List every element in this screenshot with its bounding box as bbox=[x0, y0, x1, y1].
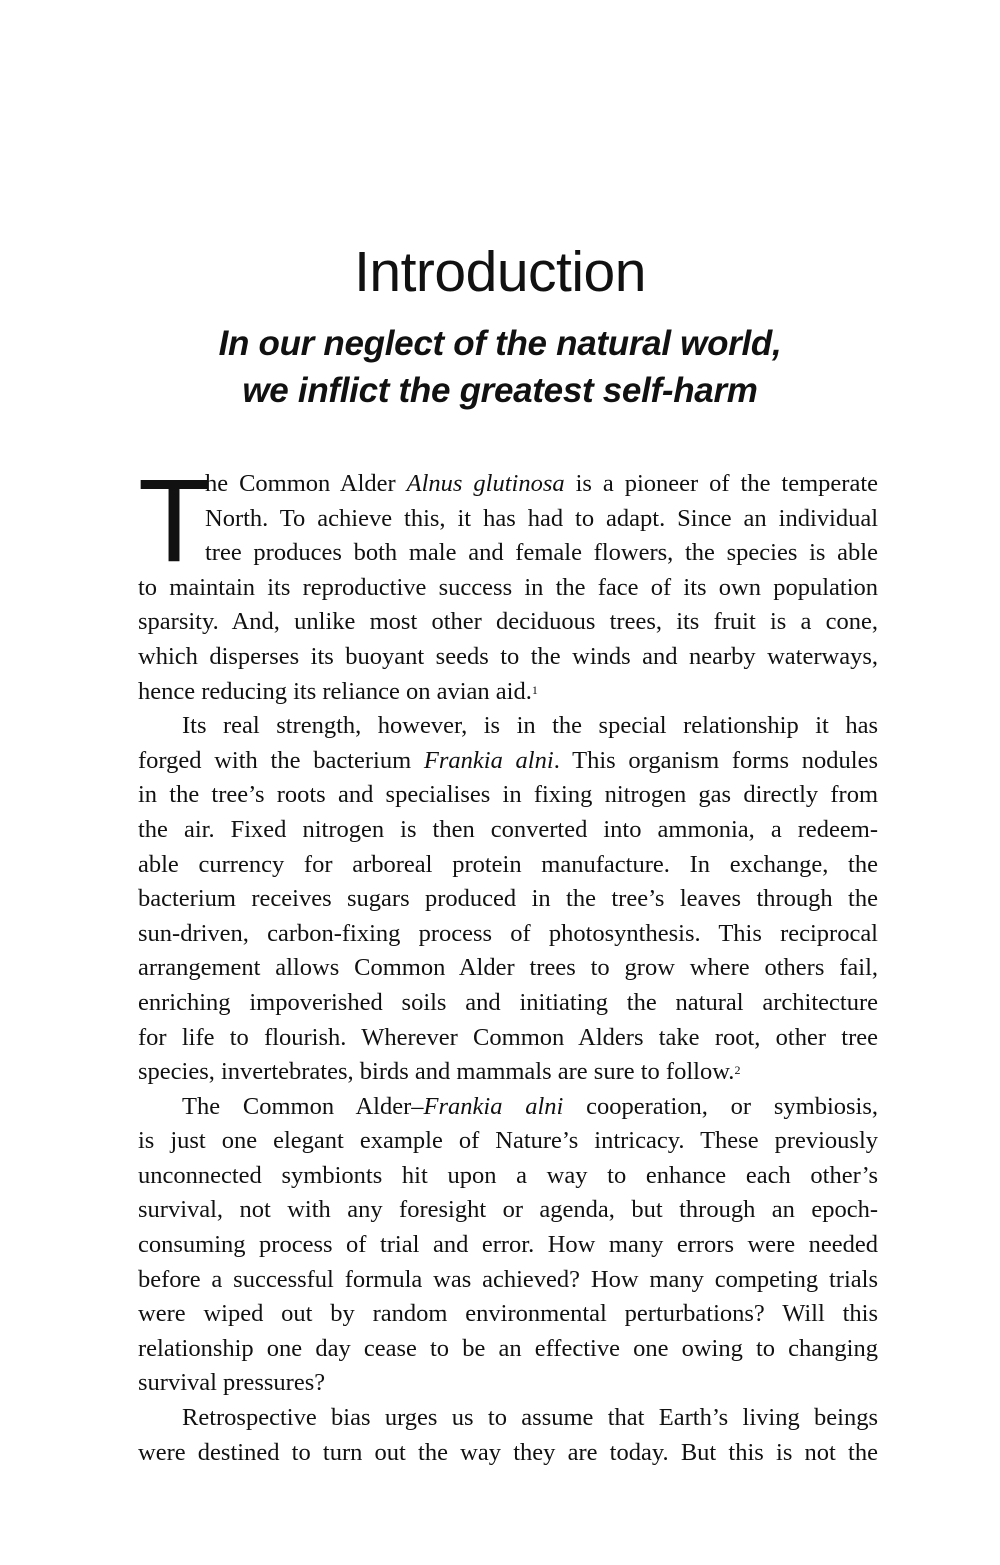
drop-cap: T bbox=[138, 455, 211, 587]
text-line: unconnected symbionts hit upon a way to enhance each other’s bbox=[138, 1161, 878, 1189]
text-line: arrangement allows Common Alder trees to grow where others fail, bbox=[138, 954, 878, 982]
text-line: consuming process of trial and error. How many errors were needed bbox=[138, 1231, 878, 1259]
italic-term: Frankia alni bbox=[423, 1092, 564, 1120]
text-line: he Common Alder Alnus glutinosa is a pioneer of the temperate bbox=[205, 470, 879, 497]
paragraph-4 bbox=[138, 1401, 878, 1470]
text-line: bacterium receives sugars produced in the tree’s leaves through the bbox=[138, 885, 878, 913]
text-line: species, invertebrates, birds and mammals are sure to follow.$^2$ bbox=[138, 1058, 741, 1086]
text-line: which disperses its buoyant seeds to the winds and nearby waterways, bbox=[138, 642, 878, 670]
text-line: survival pressures? bbox=[138, 1369, 326, 1397]
footnote-marker[interactable]: 1 bbox=[531, 682, 538, 697]
text-line: survival, not with any foresight or agenda, but through an epoch- bbox=[138, 1196, 878, 1224]
chapter-title: Introduction bbox=[354, 240, 646, 304]
text-line: were destined to turn out the way they are today. But this is not the bbox=[138, 1438, 878, 1466]
text-line: sparsity. And, unlike most other deciduous trees, its fruit is a cone, bbox=[138, 608, 878, 636]
text-line: forged with the bacterium Frankia alni. This organism forms nodules bbox=[138, 746, 878, 774]
text-line: for life to flourish. Wherever Common Alders take root, other tree bbox=[138, 1023, 878, 1051]
text-line: is just one elegant example of Nature’s intricacy. These previously bbox=[138, 1127, 878, 1155]
text-line: relationship one day cease to be an effective one owing to changing bbox=[138, 1334, 878, 1362]
paragraph-3 bbox=[138, 1090, 878, 1401]
text-line: Its real strength, however, is in the special relationship it has bbox=[182, 712, 878, 740]
epigraph-line-1: In our neglect of the natural world, bbox=[218, 324, 782, 363]
text-line: were wiped out by random environmental perturbations? Will this bbox=[138, 1300, 878, 1328]
epigraph-line-2: we inflict the greatest self-harm bbox=[242, 371, 758, 410]
text-line: The Common Alder–Frankia alni cooperation, or symbiosis, bbox=[182, 1092, 879, 1120]
text-line: Retrospective bias urges us to assume that Earth’s living beings bbox=[182, 1404, 878, 1432]
text-line: to maintain its reproductive success in the face of its own population bbox=[138, 573, 878, 601]
text-line: North. To achieve this, it has had to adapt. Since an individual bbox=[205, 504, 878, 532]
footnote-marker[interactable]: 2 bbox=[734, 1063, 741, 1078]
italic-term: Frankia alni bbox=[423, 746, 554, 774]
text-line: before a successful formula was achieved? How many competing trials bbox=[138, 1265, 878, 1293]
text-line: hence reducing its reliance on avian aid.$^1$ bbox=[138, 677, 538, 705]
body-text bbox=[138, 455, 879, 1470]
text-line: enriching impoverished soils and initiating the natural architecture bbox=[138, 988, 878, 1016]
paragraph-2 bbox=[138, 709, 878, 1090]
text-line: in the tree’s roots and specialises in fixing nitrogen gas directly from bbox=[138, 781, 878, 809]
italic-term: Alnus glutinosa bbox=[406, 470, 565, 497]
text-line: the air. Fixed nitrogen is then converted into ammonia, a redeem- bbox=[138, 815, 878, 843]
chapter-epigraph bbox=[0, 320, 1000, 414]
text-line: sun-driven, carbon-fixing process of photosynthesis. This reciprocal bbox=[138, 919, 878, 947]
paragraph-1 bbox=[138, 455, 879, 709]
text-line: tree produces both male and female flowers, the species is able bbox=[205, 539, 878, 567]
text-line: able currency for arboreal protein manufacture. In exchange, the bbox=[138, 850, 878, 878]
